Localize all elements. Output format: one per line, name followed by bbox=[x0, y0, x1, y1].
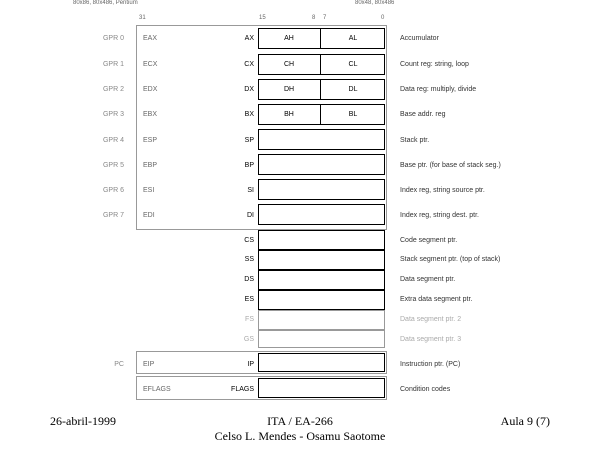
gpr-label: GPR 0 bbox=[102, 35, 124, 42]
high-byte-name: AH bbox=[284, 35, 294, 42]
low-byte-name: DL bbox=[348, 86, 358, 93]
segment-register-name: FS bbox=[245, 316, 254, 323]
register-description: Condition codes bbox=[400, 386, 451, 393]
register-description: Index reg, string source ptr. bbox=[400, 187, 485, 194]
segment-register-box bbox=[258, 310, 385, 330]
register-description: Instruction ptr. (PC) bbox=[400, 361, 461, 368]
segment-register-box bbox=[258, 230, 385, 250]
high-byte-name: BH bbox=[284, 111, 294, 118]
low-byte-name: AL bbox=[348, 35, 358, 42]
high-byte-name: CH bbox=[283, 61, 295, 68]
segment-register-description: Data segment ptr. 3 bbox=[400, 336, 462, 343]
high-byte-name: DH bbox=[283, 86, 295, 93]
register-16bit-box bbox=[258, 378, 385, 398]
segment-register-description: Data segment ptr. bbox=[400, 276, 456, 283]
gpr-label: GPR 2 bbox=[102, 86, 124, 93]
segment-register-name: ES bbox=[244, 296, 254, 303]
register-description: Index reg, string dest. ptr. bbox=[400, 212, 479, 219]
register-32bit-name: EDI bbox=[143, 212, 155, 219]
register-16bit-name: SP bbox=[244, 137, 254, 144]
bit-label-8: 8 bbox=[312, 15, 316, 21]
register-16bit-name: DX bbox=[244, 86, 254, 93]
register-16bit-name: DI bbox=[247, 212, 254, 219]
segment-register-box bbox=[258, 330, 385, 348]
register-32bit-name: ECX bbox=[143, 61, 158, 68]
footer-course: ITA / EA-266 bbox=[267, 414, 333, 428]
low-byte-name: CL bbox=[348, 61, 358, 68]
gpr-label: GPR 4 bbox=[102, 137, 124, 144]
bit-label-15: 15 bbox=[259, 15, 266, 21]
segment-register-description: Stack segment ptr. (top of stack) bbox=[400, 256, 501, 263]
register-description: Data reg: multiply, divide bbox=[400, 86, 477, 93]
register-32bit-name: EBX bbox=[143, 111, 158, 118]
register-16bit-name: CX bbox=[244, 61, 254, 68]
bit-label-7: 7 bbox=[323, 15, 327, 21]
register-16bit-box bbox=[258, 204, 385, 225]
gpr-label: GPR 7 bbox=[102, 212, 124, 219]
register-32bit-name: EDX bbox=[143, 86, 158, 93]
register-16bit-box bbox=[258, 179, 385, 200]
segment-register-box bbox=[258, 270, 385, 290]
segment-register-name: GS bbox=[243, 336, 254, 343]
register-16bit-box bbox=[258, 129, 385, 150]
register-32bit-name: EIP bbox=[143, 361, 155, 368]
register-16bit-name: BX bbox=[244, 111, 254, 118]
register-16bit-box bbox=[258, 353, 385, 372]
register-description: Base addr. reg bbox=[400, 111, 446, 118]
gpr-label: GPR 5 bbox=[102, 162, 124, 169]
header-left-label: 80x86, 80x486, Pentium bbox=[73, 0, 138, 6]
register-16bit-name: IP bbox=[247, 361, 254, 368]
gpr-label: PC bbox=[114, 361, 124, 368]
low-byte-name: BL bbox=[348, 111, 358, 118]
segment-register-name: SS bbox=[244, 256, 254, 263]
register-32bit-name: EFLAGS bbox=[143, 386, 171, 393]
bit-label-0: 0 bbox=[381, 15, 385, 21]
segment-register-box bbox=[258, 290, 385, 310]
register-32bit-name: ESI bbox=[143, 187, 155, 194]
register-16bit-name: SI bbox=[247, 187, 254, 194]
register-description: Count reg: string, loop bbox=[400, 61, 469, 68]
segment-register-name: CS bbox=[244, 237, 254, 244]
segment-register-name: DS bbox=[244, 276, 254, 283]
segment-register-description: Data segment ptr. 2 bbox=[400, 316, 462, 323]
register-32bit-name: ESP bbox=[143, 137, 158, 144]
register-description: Base ptr. (for base of stack seg.) bbox=[400, 162, 501, 169]
segment-register-box bbox=[258, 250, 385, 270]
register-32bit-name: EBP bbox=[143, 162, 158, 169]
register-16bit-box bbox=[258, 154, 385, 175]
register-description: Accumulator bbox=[400, 35, 439, 42]
footer-lecture: Aula 9 (7) bbox=[500, 414, 550, 428]
bit-label-31: 31 bbox=[139, 15, 146, 21]
register-16bit-name: BP bbox=[244, 162, 254, 169]
gpr-label: GPR 1 bbox=[102, 61, 124, 68]
footer-date: 26-abril-1999 bbox=[50, 414, 116, 428]
gpr-label: GPR 3 bbox=[102, 111, 124, 118]
header-right-label: 80x48, 80x486 bbox=[355, 0, 395, 6]
register-16bit-name: FLAGS bbox=[231, 386, 254, 393]
register-16bit-name: AX bbox=[244, 35, 254, 42]
register-32bit-name: EAX bbox=[143, 35, 158, 42]
segment-register-description: Extra data segment ptr. bbox=[400, 296, 473, 303]
register-description: Stack ptr. bbox=[400, 137, 430, 144]
gpr-label: GPR 6 bbox=[102, 187, 124, 194]
segment-register-description: Code segment ptr. bbox=[400, 237, 458, 244]
footer-authors: Celso L. Mendes - Osamu Saotome bbox=[214, 429, 386, 443]
